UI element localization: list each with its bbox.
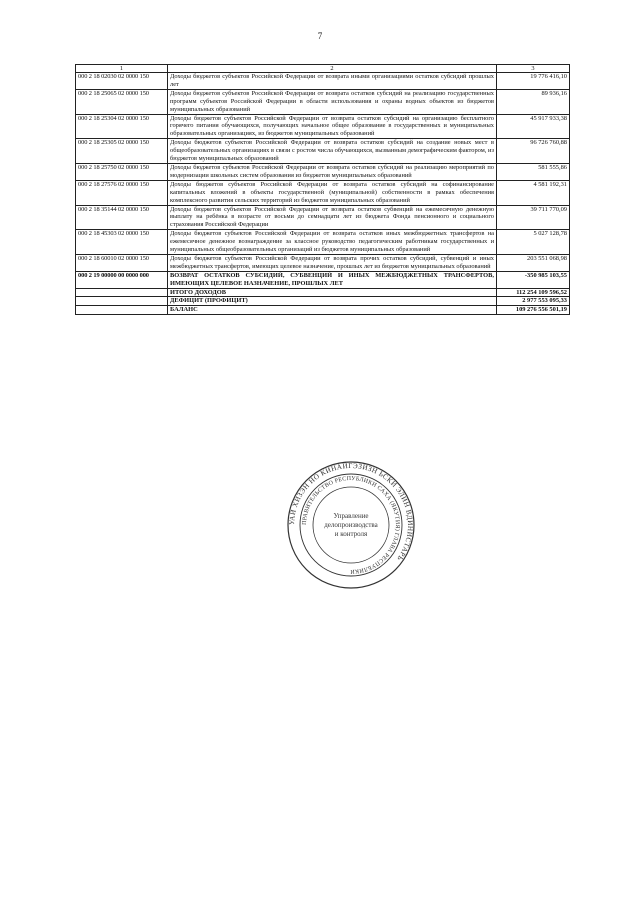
row-amount: -350 985 103,55 [497, 271, 570, 288]
table-row [76, 306, 570, 315]
table-row [76, 297, 570, 306]
row-code: 000 2 18 25304 02 0000 150 [76, 114, 168, 139]
column-header: 3 [497, 65, 570, 73]
table-row [76, 271, 570, 288]
row-amount: 581 555,86 [497, 163, 570, 180]
page-number: 7 [317, 31, 323, 41]
row-description: Доходы бюджетов субъектов Российской Федерации от возврата прочих остатков субсидий, субвенций и иных межбюджетных трансфертов, имеющих целевое назначение, прошлых лет из бюджетов муниципальных образований [168, 254, 497, 271]
row-code: 000 2 18 02030 02 0000 150 [76, 73, 168, 90]
row-code: 000 2 18 25305 02 0000 150 [76, 139, 168, 164]
table-row [76, 205, 570, 230]
table-row [76, 254, 570, 271]
table-row [76, 73, 570, 90]
row-amount: 2 977 553 095,33 [497, 297, 570, 306]
row-amount: 89 936,16 [497, 89, 570, 114]
table-row [76, 288, 570, 297]
stamp-center-line: делопроизводства [324, 521, 378, 529]
row-amount: 112 254 109 596,52 [497, 288, 570, 297]
row-amount: 109 276 556 501,19 [497, 306, 570, 315]
table-row [76, 230, 570, 255]
stamp-center-line: и контроля [334, 530, 368, 538]
row-code: 000 2 18 35144 02 0000 150 [76, 205, 168, 230]
table-row [76, 163, 570, 180]
row-description: Доходы бюджетов субъектов Российской Федерации от возврата остатков субвенций на ежемесячную денежную выплату на ребёнка в возрасте от восьми до семнадцати лет из бюджета Фонда пенсионного и социального страхования Российской Федерации [168, 205, 497, 230]
row-description: ИТОГО ДОХОДОВ [168, 288, 497, 297]
stamp-inner-text: ПРАВИТЕЛЬСТВО РЕСПУБЛИКИ САХА (ЯКУТИЯ) ГЛАВА РЕСПУБЛИКИ [301, 475, 401, 575]
row-description: Доходы бюджетов субъектов Российской Федерации от возврата остатков субсидий на реализацию государственных программ субъектов Российской Федерации в области использования и охраны водных объектов из бюджетов муниципальных образований [168, 89, 497, 114]
row-description: Доходы бюджетов субъектов Российской Федерации от возврата остатков иных межбюджетных трансфертов на ежемесячное денежное вознаграждение за классное руководство педагогическим работникам государственных и муниципальных общеобразовательных организаций из бюджетов муниципальных образований [168, 230, 497, 255]
row-description: Доходы бюджетов субъектов Российской Федерации от возврата остатков субсидий на организацию бесплатного горячего питания обучающихся, получающих начальное общее образование в государственных и муниципальных образовательных организациях, из бюджетов муниципальных образований [168, 114, 497, 139]
row-description: Доходы бюджетов субъектов Российской Федерации от возврата иными организациями остатков субсидий прошлых лет [168, 73, 497, 90]
row-description: Доходы бюджетов субъектов Российской Федерации от возврата остатков субсидий на реализацию мероприятий по модернизации школьных систем образования из бюджетов муниципальных образований [168, 163, 497, 180]
row-amount: 96 726 760,88 [497, 139, 570, 164]
official-stamp [286, 460, 416, 590]
row-description: Доходы бюджетов субъектов Российской Федерации от возврата остатков субсидий на софинансирование капитальных вложений в объекты государственной (муниципальной) собственности в рамках обеспечения комплексного развития сельских территорий из бюджетов муниципальных образований [168, 180, 497, 205]
row-code: 000 2 18 25065 02 0000 150 [76, 89, 168, 114]
column-header: 1 [76, 65, 168, 73]
table-row [76, 180, 570, 205]
table-row [76, 139, 570, 164]
stamp-center-line: Управление [333, 512, 369, 520]
row-description: ДЕФИЦИТ (ПРОФИЦИТ) [168, 297, 497, 306]
row-code [76, 306, 168, 315]
table-header-row [76, 65, 570, 73]
row-amount: 19 776 416,10 [497, 73, 570, 90]
column-header: 2 [168, 65, 497, 73]
row-amount: 4 581 192,31 [497, 180, 570, 205]
stamp-outer-text: УАЙ ХИЗЭН НО КИНАЙГЭЗИЗН ЬСКИ ЭЛИН ВДИНИСТАРЬ [287, 461, 415, 563]
row-code: 000 2 18 27576 02 0000 150 [76, 180, 168, 205]
budget-table [75, 64, 570, 315]
row-amount: 39 711 770,09 [497, 205, 570, 230]
row-code: 000 2 18 60010 02 0000 150 [76, 254, 168, 271]
row-code: 000 2 18 45303 02 0000 150 [76, 230, 168, 255]
row-code [76, 297, 168, 306]
row-description: ВОЗВРАТ ОСТАТКОВ СУБСИДИЙ, СУБВЕНЦИЙ И ИНЫХ МЕЖБЮДЖЕТНЫХ ТРАНСФЕРТОВ, ИМЕЮЩИХ ЦЕЛЕВОЕ НАЗНАЧЕНИЕ, ПРОШЛЫХ ЛЕТ [168, 271, 497, 288]
row-code: 000 2 18 25750 02 0000 150 [76, 163, 168, 180]
row-description: Доходы бюджетов субъектов Российской Федерации от возврата остатков субсидий на создание новых мест в общеобразовательных организациях в связи с ростом числа обучающихся, вызванным демографическим фактором, из бюджетов муниципальных образований [168, 139, 497, 164]
row-code [76, 288, 168, 297]
row-description: БАЛАНС [168, 306, 497, 315]
row-code: 000 2 19 00000 00 0000 000 [76, 271, 168, 288]
table-row [76, 114, 570, 139]
row-amount: 203 551 068,98 [497, 254, 570, 271]
row-amount: 45 917 933,38 [497, 114, 570, 139]
table-row [76, 89, 570, 114]
row-amount: 5 027 128,78 [497, 230, 570, 255]
